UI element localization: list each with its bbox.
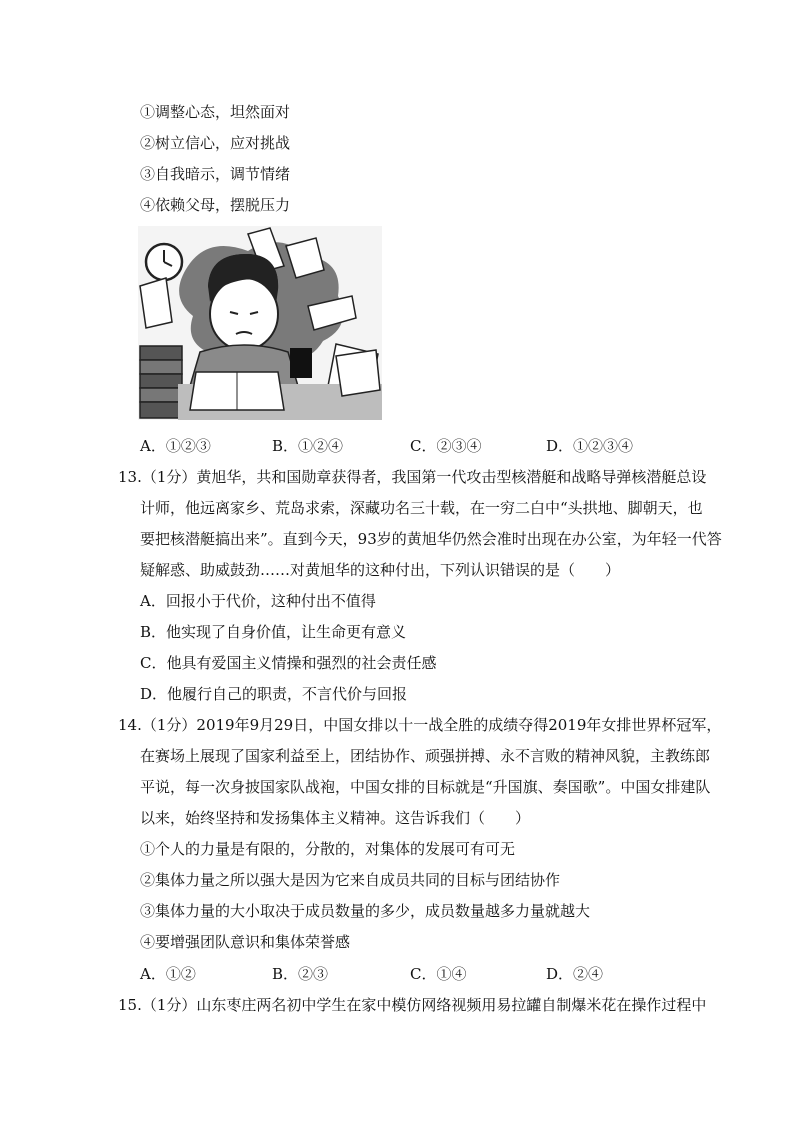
q12-item-2: ②树立信心，应对挑战 [140,134,291,152]
q14-option-c: C．①④ [410,965,467,983]
stressed-student-illustration [138,226,382,420]
q13-choice-d: D．他履行自己的职责，不言代价与回报 [140,685,408,703]
q12-option-d: D．①②③④ [546,437,634,455]
q12-item-3: ③自我暗示，调节情绪 [140,165,291,183]
q13-stem-line-3: 要把核潜艇搞出来”。直到今天，93岁的黄旭华仍然会准时出现在办公室，为年轻一代答 [140,530,722,548]
q12-item-1: ①调整心态，坦然面对 [140,103,291,121]
q13-choice-b: B．他实现了自身价值，让生命更有意义 [140,623,407,641]
stressed-student-illustration-icon [138,226,382,420]
q15-stem-line-1: 15.（1分）山东枣庄两名初中学生在家中模仿网络视频用易拉罐自制爆米花在操作过程中 [118,996,707,1014]
q14-option-d: D．②④ [546,965,604,983]
q12-option-c: C．②③④ [410,437,482,455]
q14-item-3: ③集体力量的大小取决于成员数量的多少，成员数量越多力量就越大 [140,902,591,920]
q14-stem-line-2: 在赛场上展现了国家利益至上，团结协作、顽强拼搏、永不言败的精神风貌，主教练郎 [140,747,711,765]
q14-item-1: ①个人的力量是有限的，分散的，对集体的发展可有可无 [140,840,516,858]
q12-option-b: B．①②④ [272,437,344,455]
q12-item-4: ④依赖父母，摆脱压力 [140,196,291,214]
q14-stem-line-1: 14.（1分）2019年9月29日，中国女排以十一战全胜的成绩夺得2019年女排世界杯冠军， [118,716,722,734]
q13-stem-line-1: 13.（1分）黄旭华，共和国勋章获得者，我国第一代攻击型核潜艇和战略导弹核潜艇总设 [118,468,707,486]
q13-choice-c: C．他具有爱国主义情操和强烈的社会责任感 [140,654,437,672]
q13-stem-line-2: 计师，他远离家乡、荒岛求索，深藏功名三十载，在一穷二白中“头拱地、脚朝天，也 [140,499,703,517]
q13-stem-line-4: 疑解惑、助威鼓劲……对黄旭华的这种付出，下列认识错误的是（ ） [140,561,621,579]
q14-option-b: B．②③ [272,965,329,983]
q13-choice-a: A．回报小于代价，这种付出不值得 [140,592,376,610]
q14-option-a: A．①② [140,965,196,983]
q14-item-2: ②集体力量之所以强大是因为它来自成员共同的目标与团结协作 [140,871,561,889]
q14-item-4: ④要增强团队意识和集体荣誉感 [140,933,351,951]
clock-icon [146,244,182,280]
q14-stem-line-4: 以来，始终坚持和发扬集体主义精神。这告诉我们（ ） [140,809,531,827]
q14-stem-line-3: 平说，每一次身披国家队战袍，中国女排的目标就是“升国旗、奏国歌”。中国女排建队 [140,778,711,796]
q12-option-a: A．①②③ [140,437,211,455]
